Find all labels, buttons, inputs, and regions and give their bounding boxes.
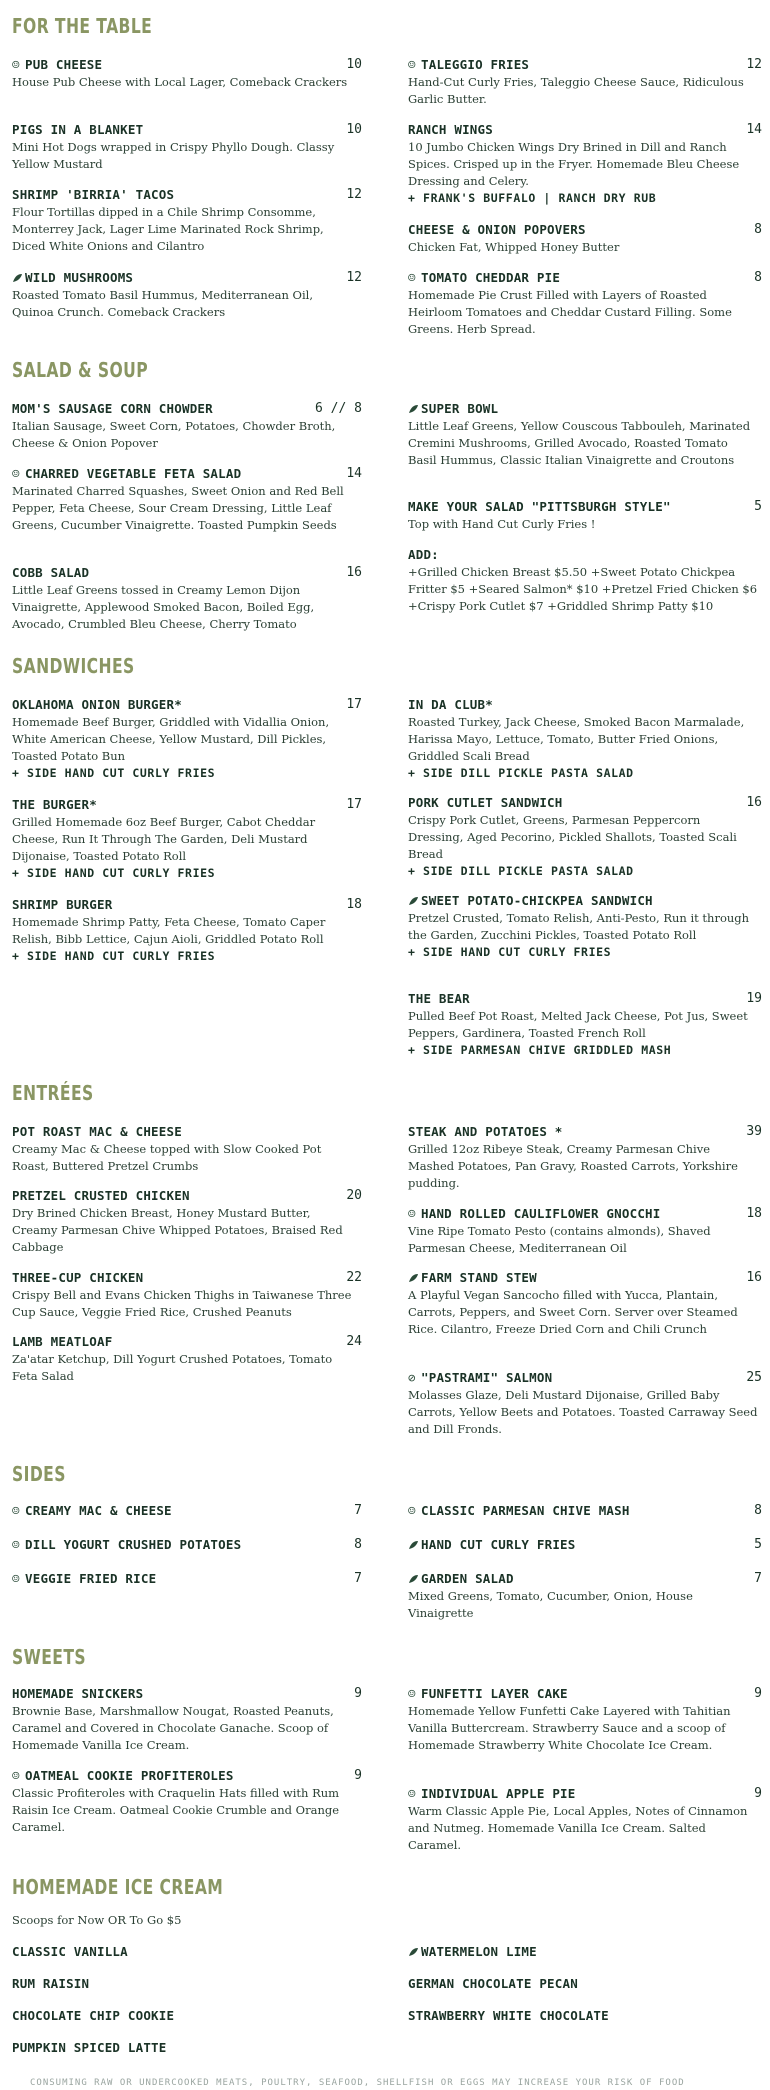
raw-food-disclaimer: CONSUMING RAW OR UNDERCOOKED MEATS, POULTRY, SEAFOOD, SHELLFISH OR EGGS MAY INCREASE YOUR RISK OF FOOD — [30, 2078, 685, 2088]
item-description: Brownie Base, Marshmallow Nougat, Roasted Peanuts, Caramel and Covered in Chocolate Ganache. Scoop of Homemade Vanilla Ice Cream. — [12, 1704, 334, 1752]
item-name: FARM STAND STEW — [421, 1270, 537, 1285]
item-side: + SIDE HAND CUT CURLY FRIES — [12, 866, 216, 880]
item-price: 18 — [746, 1206, 762, 1221]
item-description: Marinated Charred Squashes, Sweet Onion and Red Bell Pepper, Feta Cheese, Sour Cream Dressing, Little Leaf Greens, Cucumber Vinaigrette. Toasted Pumpkin Seeds — [12, 484, 344, 532]
item-price: 6 // 8 — [315, 401, 362, 416]
item-description: Molasses Glaze, Deli Mustard Dijonaise, Grilled Baby Carrots, Yellow Beets and Potatoes. Toasted Carraway Seed and Dill Fronds. — [408, 1388, 758, 1436]
item-price: 8 — [754, 222, 762, 237]
item-description: A Playful Vegan Sancocho filled with Yucca, Plantain, Carrots, Peppers, and Sweet Corn. Server over Steamed Rice. Cilantro, Freeze Dried Corn and Chili Crunch — [408, 1288, 738, 1336]
item-name: THREE-CUP CHICKEN — [12, 1270, 144, 1285]
item-price: 8 — [754, 1503, 762, 1518]
item-name: HOMEMADE SNICKERS — [12, 1686, 144, 1701]
item-name: RUM RAISIN — [12, 1976, 90, 1991]
flavor-strawberry-white-chocolate — [408, 2007, 762, 2024]
item-side: + SIDE HAND CUT CURLY FRIES — [408, 945, 612, 959]
item-description: Crispy Pork Cutlet, Greens, Parmesan Peppercorn Dressing, Aged Pecorino, Pickled Shallots, Toasted Scali Bread — [408, 813, 737, 861]
item-name: SWEET POTATO-CHICKPEA SANDWICH — [421, 893, 653, 908]
item-name: STEAK AND POTATOES * — [408, 1124, 563, 1139]
menu-item-pork-cutlet-sandwich — [408, 794, 762, 880]
item-name: VEGGIE FRIED RICE — [25, 1571, 157, 1586]
menu-item-funfetti-layer-cake — [408, 1685, 762, 1754]
menu-item-homemade-snickers — [12, 1685, 362, 1754]
menu-item-wild-mushrooms — [12, 269, 362, 321]
flavor-rum-raisin — [12, 1975, 362, 1992]
item-name: CHEESE & ONION POPOVERS — [408, 222, 586, 237]
item-price: 19 — [746, 991, 762, 1006]
item-price: 10 — [346, 57, 362, 72]
item-name: PORK CUTLET SANDWICH — [408, 795, 563, 810]
item-price: 10 — [346, 122, 362, 137]
menu-item-charred-vegetable-feta-salad — [12, 465, 362, 534]
item-description: Homemade Shrimp Patty, Feta Cheese, Tomato Caper Relish, Bibb Lettice, Cajun Aioli, Griddled Potato Roll — [12, 915, 326, 946]
section-title: SALAD & SOUP — [12, 358, 149, 382]
item-price: 20 — [346, 1188, 362, 1203]
item-description: Classic Profiteroles with Craquelin Hats filled with Rum Raisin Ice Cream. Oatmeal Cookie Crumble and Orange Caramel. — [12, 1786, 340, 1834]
item-name: SUPER BOWL — [421, 401, 499, 416]
menu-item-pot-roast-mac-cheese — [12, 1123, 362, 1175]
item-price: 5 — [754, 499, 762, 514]
item-price: 18 — [346, 897, 362, 912]
item-description: Za'atar Ketchup, Dill Yogurt Crushed Potatoes, Tomato Feta Salad — [12, 1352, 333, 1383]
menu-item-steak-and-potatoes — [408, 1123, 762, 1192]
menu-item-oatmeal-cookie-profiteroles — [12, 1767, 362, 1836]
flavor-watermelon-lime — [408, 1943, 762, 1960]
item-description: Pretzel Crusted, Tomato Relish, Anti-Pesto, Run it through the Garden, Zucchini Pickles, Toasted Potato Roll — [408, 911, 750, 942]
item-price: 8 — [754, 270, 762, 285]
item-description: House Pub Cheese with Local Lager, Comeback Crackers — [12, 75, 348, 89]
item-name: MAKE YOUR SALAD "PITTSBURGH STYLE" — [408, 499, 671, 514]
item-name: PRETZEL CRUSTED CHICKEN — [12, 1188, 190, 1203]
item-name: IN DA CLUB* — [408, 697, 493, 712]
vegetarian-icon: ☺ — [408, 1786, 416, 1801]
vegetarian-icon: ☺ — [12, 1503, 20, 1518]
vegetarian-icon: ☺ — [408, 270, 416, 285]
menu-item-sweet-potato-chickpea-sandwich — [408, 892, 762, 961]
item-name: PUMPKIN SPICED LATTE — [12, 2040, 167, 2055]
menu-item-pub-cheese — [12, 56, 362, 91]
menu-item-cheese-onion-popovers — [408, 221, 762, 256]
gluten-free-icon: ⊘ — [408, 1370, 416, 1385]
item-price: 16 — [346, 565, 362, 580]
item-side: + SIDE DILL PICKLE PASTA SALAD — [408, 766, 634, 780]
vegetarian-icon: ☺ — [408, 1686, 416, 1701]
item-price: 8 — [354, 1537, 362, 1552]
item-name: THE BEAR — [408, 991, 470, 1006]
vegan-leaf-icon — [408, 1570, 421, 1587]
item-description: Pulled Beef Pot Roast, Melted Jack Cheese, Pot Jus, Sweet Peppers, Gardinera, Toasted French Roll — [408, 1009, 748, 1040]
vegetarian-icon: ☺ — [12, 1571, 20, 1586]
item-name: HAND CUT CURLY FRIES — [421, 1537, 576, 1552]
menu-item-farm-stand-stew — [408, 1269, 762, 1338]
item-price: 9 — [354, 1768, 362, 1783]
item-name: LAMB MEATLOAF — [12, 1334, 113, 1349]
menu-item-shrimp-burger — [12, 896, 362, 965]
item-name: WATERMELON LIME — [421, 1944, 537, 1959]
section-title: FOR THE TABLE — [12, 14, 153, 38]
menu-item-cauliflower-gnocchi — [408, 1205, 762, 1257]
item-description: Mini Hot Dogs wrapped in Crispy Phyllo Dough. Classy Yellow Mustard — [12, 140, 335, 171]
item-price: 7 — [354, 1503, 362, 1518]
item-price: 9 — [754, 1786, 762, 1801]
menu-item-veggie-fried-rice — [12, 1570, 362, 1587]
item-name: OATMEAL COOKIE PROFITEROLES — [25, 1768, 234, 1783]
menu-item-lamb-meatloaf — [12, 1333, 362, 1385]
item-description: Top with Hand Cut Curly Fries ! — [408, 517, 596, 531]
item-price: 9 — [354, 1686, 362, 1701]
item-side: + FRANK'S BUFFALO | RANCH DRY RUB — [408, 191, 657, 205]
item-name: POT ROAST MAC & CHEESE — [12, 1124, 182, 1139]
ice-cream-subtitle: Scoops for Now OR To Go $5 — [12, 1913, 182, 1927]
item-side: + SIDE DILL PICKLE PASTA SALAD — [408, 864, 634, 878]
vegan-leaf-icon — [408, 400, 421, 417]
menu-item-pastrami-salmon — [408, 1369, 762, 1438]
item-price: 14 — [346, 466, 362, 481]
menu-item-add-ons — [408, 546, 762, 615]
item-price: 12 — [346, 187, 362, 202]
item-name: DILL YOGURT CRUSHED POTATOES — [25, 1537, 242, 1552]
menu-item-individual-apple-pie — [408, 1785, 762, 1854]
item-name: "PASTRAMI" SALMON — [421, 1370, 553, 1385]
item-name: GERMAN CHOCOLATE PECAN — [408, 1976, 578, 1991]
item-description: Italian Sausage, Sweet Corn, Potatoes, Chowder Broth, Cheese & Onion Popover — [12, 419, 336, 450]
vegan-leaf-icon — [408, 892, 421, 909]
flavor-chocolate-chip-cookie — [12, 2007, 362, 2024]
item-name: HAND ROLLED CAULIFLOWER GNOCCHI — [421, 1206, 661, 1221]
section-title: ENTRÉES — [12, 1081, 94, 1105]
item-price: 39 — [746, 1124, 762, 1139]
item-description: Roasted Turkey, Jack Cheese, Smoked Bacon Marmalade, Harissa Mayo, Lettuce, Tomato, Butter Fried Onions, Griddled Scali Bread — [408, 715, 745, 763]
vegetarian-icon: ☺ — [12, 1768, 20, 1783]
vegetarian-icon: ☺ — [408, 57, 416, 72]
menu-item-the-bear — [408, 990, 762, 1059]
menu-item-garden-salad — [408, 1570, 762, 1622]
vegetarian-icon: ☺ — [408, 1206, 416, 1221]
item-name: MOM'S SAUSAGE CORN CHOWDER — [12, 401, 213, 416]
item-name: INDIVIDUAL APPLE PIE — [421, 1786, 576, 1801]
item-description: Chicken Fat, Whipped Honey Butter — [408, 240, 620, 254]
item-name: COBB SALAD — [12, 565, 90, 580]
item-price: 16 — [746, 795, 762, 810]
item-description: Crispy Bell and Evans Chicken Thighs in Taiwanese Three Cup Sauce, Veggie Fried Rice, Crushed Peanuts — [12, 1288, 352, 1319]
item-description: Homemade Beef Burger, Griddled with Vidallia Onion, White American Cheese, Yellow Mustard, Dill Pickles, Toasted Potato Bun — [12, 715, 330, 763]
menu-item-dill-yogurt-potatoes — [12, 1536, 362, 1553]
item-description: Roasted Tomato Basil Hummus, Mediterranean Oil, Quinoa Crunch. Comeback Crackers — [12, 288, 313, 319]
flavor-german-chocolate-pecan — [408, 1975, 762, 1992]
item-description: Mixed Greens, Tomato, Cucumber, Onion, House Vinaigrette — [408, 1589, 693, 1620]
flavor-pumpkin-spiced-latte — [12, 2039, 362, 2056]
item-description: Homemade Yellow Funfetti Cake Layered with Tahitian Vanilla Buttercream. Strawberry Sauce and a scoop of Homemade Strawberry White Chocolate Ice Cream. — [408, 1704, 731, 1752]
item-price: 9 — [754, 1686, 762, 1701]
item-price: 7 — [754, 1571, 762, 1586]
item-name: CREAMY MAC & CHEESE — [25, 1503, 172, 1518]
menu-item-creamy-mac-cheese — [12, 1502, 362, 1519]
item-description: Homemade Pie Crust Filled with Layers of Roasted Heirloom Tomatoes and Cheddar Custard Filling. Some Greens. Herb Spread. — [408, 288, 732, 336]
vegetarian-icon: ☺ — [12, 1537, 20, 1552]
item-name: CLASSIC VANILLA — [12, 1944, 128, 1959]
item-name: WILD MUSHROOMS — [25, 270, 134, 285]
item-price: 12 — [346, 270, 362, 285]
item-price: 17 — [346, 797, 362, 812]
item-name: CHOCOLATE CHIP COOKIE — [12, 2008, 175, 2023]
item-name: CHARRED VEGETABLE FETA SALAD — [25, 466, 242, 481]
item-name: THE BURGER* — [12, 797, 97, 812]
menu-item-sausage-corn-chowder — [12, 400, 362, 452]
menu-item-pretzel-crusted-chicken — [12, 1187, 362, 1256]
item-description: +Grilled Chicken Breast $5.50 +Sweet Potato Chickpea Fritter $5 +Seared Salmon* $10 +Pretzel Fried Chicken $6 +Crispy Pork Cutlet $7 +Griddled Shrimp Patty $10 — [408, 565, 758, 613]
menu-item-super-bowl — [408, 400, 762, 469]
vegan-leaf-icon — [408, 1943, 421, 1960]
menu-item-three-cup-chicken — [12, 1269, 362, 1321]
menu-item-pittsburgh-style — [408, 498, 762, 533]
item-price: 17 — [346, 697, 362, 712]
menu-item-oklahoma-onion-burger — [12, 696, 362, 782]
menu-item-taleggio-fries — [408, 56, 762, 108]
item-price: 14 — [746, 122, 762, 137]
flavor-classic-vanilla — [12, 1943, 362, 1960]
item-price: 5 — [754, 1537, 762, 1552]
menu-item-hand-cut-curly-fries — [408, 1536, 762, 1553]
item-name: ADD: — [408, 547, 439, 562]
section-title: SWEETS — [12, 1645, 86, 1669]
menu-item-shrimp-birria-tacos — [12, 186, 362, 255]
item-description: Grilled Homemade 6oz Beef Burger, Cabot Cheddar Cheese, Run It Through The Garden, Deli Mustard Dijonaise, Toasted Potato Roll — [12, 815, 316, 863]
item-name: SHRIMP 'BIRRIA' TACOS — [12, 187, 175, 202]
item-name: OKLAHOMA ONION BURGER* — [12, 697, 182, 712]
vegetarian-icon: ☺ — [408, 1503, 416, 1518]
item-name: GARDEN SALAD — [421, 1571, 514, 1586]
section-title: SIDES — [12, 1462, 66, 1486]
item-description: Creamy Mac & Cheese topped with Slow Cooked Pot Roast, Buttered Pretzel Crumbs — [12, 1142, 322, 1173]
item-price: 25 — [746, 1370, 762, 1385]
menu-item-ranch-wings — [408, 121, 762, 207]
item-name: STRAWBERRY WHITE CHOCOLATE — [408, 2008, 609, 2023]
vegan-leaf-icon — [408, 1269, 421, 1286]
item-name: TOMATO CHEDDAR PIE — [421, 270, 561, 285]
item-description: Little Leaf Greens, Yellow Couscous Tabbouleh, Marinated Cremini Mushrooms, Grilled Avocado, Roasted Tomato Basil Hummus, Classic Italian Vinaigrette and Croutons — [408, 419, 751, 467]
item-name: CLASSIC PARMESAN CHIVE MASH — [421, 1503, 630, 1518]
item-name: TALEGGIO FRIES — [421, 57, 530, 72]
item-name: SHRIMP BURGER — [12, 897, 113, 912]
item-price: 22 — [346, 1270, 362, 1285]
item-side: + SIDE PARMESAN CHIVE GRIDDLED MASH — [408, 1043, 672, 1057]
menu-item-the-burger — [12, 796, 362, 882]
item-description: Little Leaf Greens tossed in Creamy Lemon Dijon Vinaigrette, Applewood Smoked Bacon, Boiled Egg, Avocado, Crumbled Bleu Cheese, Cherry Tomato — [12, 583, 315, 631]
menu-item-parmesan-chive-mash — [408, 1502, 762, 1519]
item-description: Warm Classic Apple Pie, Local Apples, Notes of Cinnamon and Nutmeg. Homemade Vanilla Ice Cream. Salted Caramel. — [408, 1804, 748, 1852]
item-name: PIGS IN A BLANKET — [12, 122, 144, 137]
item-description: Grilled 12oz Ribeye Steak, Creamy Parmesan Chive Mashed Potatoes, Pan Gravy, Roasted Carrots, Yorkshire pudding. — [408, 1142, 738, 1190]
item-price: 24 — [346, 1334, 362, 1349]
vegetarian-icon: ☺ — [12, 57, 20, 72]
menu-item-cobb-salad — [12, 564, 362, 633]
item-side: + SIDE HAND CUT CURLY FRIES — [12, 949, 216, 963]
item-name: RANCH WINGS — [408, 122, 493, 137]
section-title: SANDWICHES — [12, 654, 135, 678]
menu-item-pigs-in-a-blanket — [12, 121, 362, 173]
item-name: FUNFETTI LAYER CAKE — [421, 1686, 568, 1701]
item-description: Hand-Cut Curly Fries, Taleggio Cheese Sauce, Ridiculous Garlic Butter. — [408, 75, 744, 106]
section-title: HOMEMADE ICE CREAM — [12, 1875, 224, 1899]
menu-item-tomato-cheddar-pie — [408, 269, 762, 338]
item-description: Flour Tortillas dipped in a Chile Shrimp Consomme, Monterrey Jack, Lager Lime Marinated Rock Shrimp, Diced White Onions and Cilantro — [12, 205, 324, 253]
vegan-leaf-icon — [408, 1536, 421, 1553]
item-price: 12 — [746, 57, 762, 72]
item-description: Dry Brined Chicken Breast, Honey Mustard Butter, Creamy Parmesan Chive Whipped Potatoes, Braised Red Cabbage — [12, 1206, 343, 1254]
item-price: 16 — [746, 1270, 762, 1285]
item-description: 10 Jumbo Chicken Wings Dry Brined in Dill and Ranch Spices. Crisped up in the Fryer. Homemade Bleu Cheese Dressing and Celery. — [408, 140, 740, 188]
vegetarian-icon: ☺ — [12, 466, 20, 481]
item-price: 7 — [354, 1571, 362, 1586]
item-description: Vine Ripe Tomato Pesto (contains almonds), Shaved Parmesan Cheese, Mediterranean Oil — [408, 1224, 711, 1255]
vegan-leaf-icon — [12, 269, 25, 286]
item-name: PUB CHEESE — [25, 57, 103, 72]
item-side: + SIDE HAND CUT CURLY FRIES — [12, 766, 216, 780]
menu-item-in-da-club — [408, 696, 762, 782]
